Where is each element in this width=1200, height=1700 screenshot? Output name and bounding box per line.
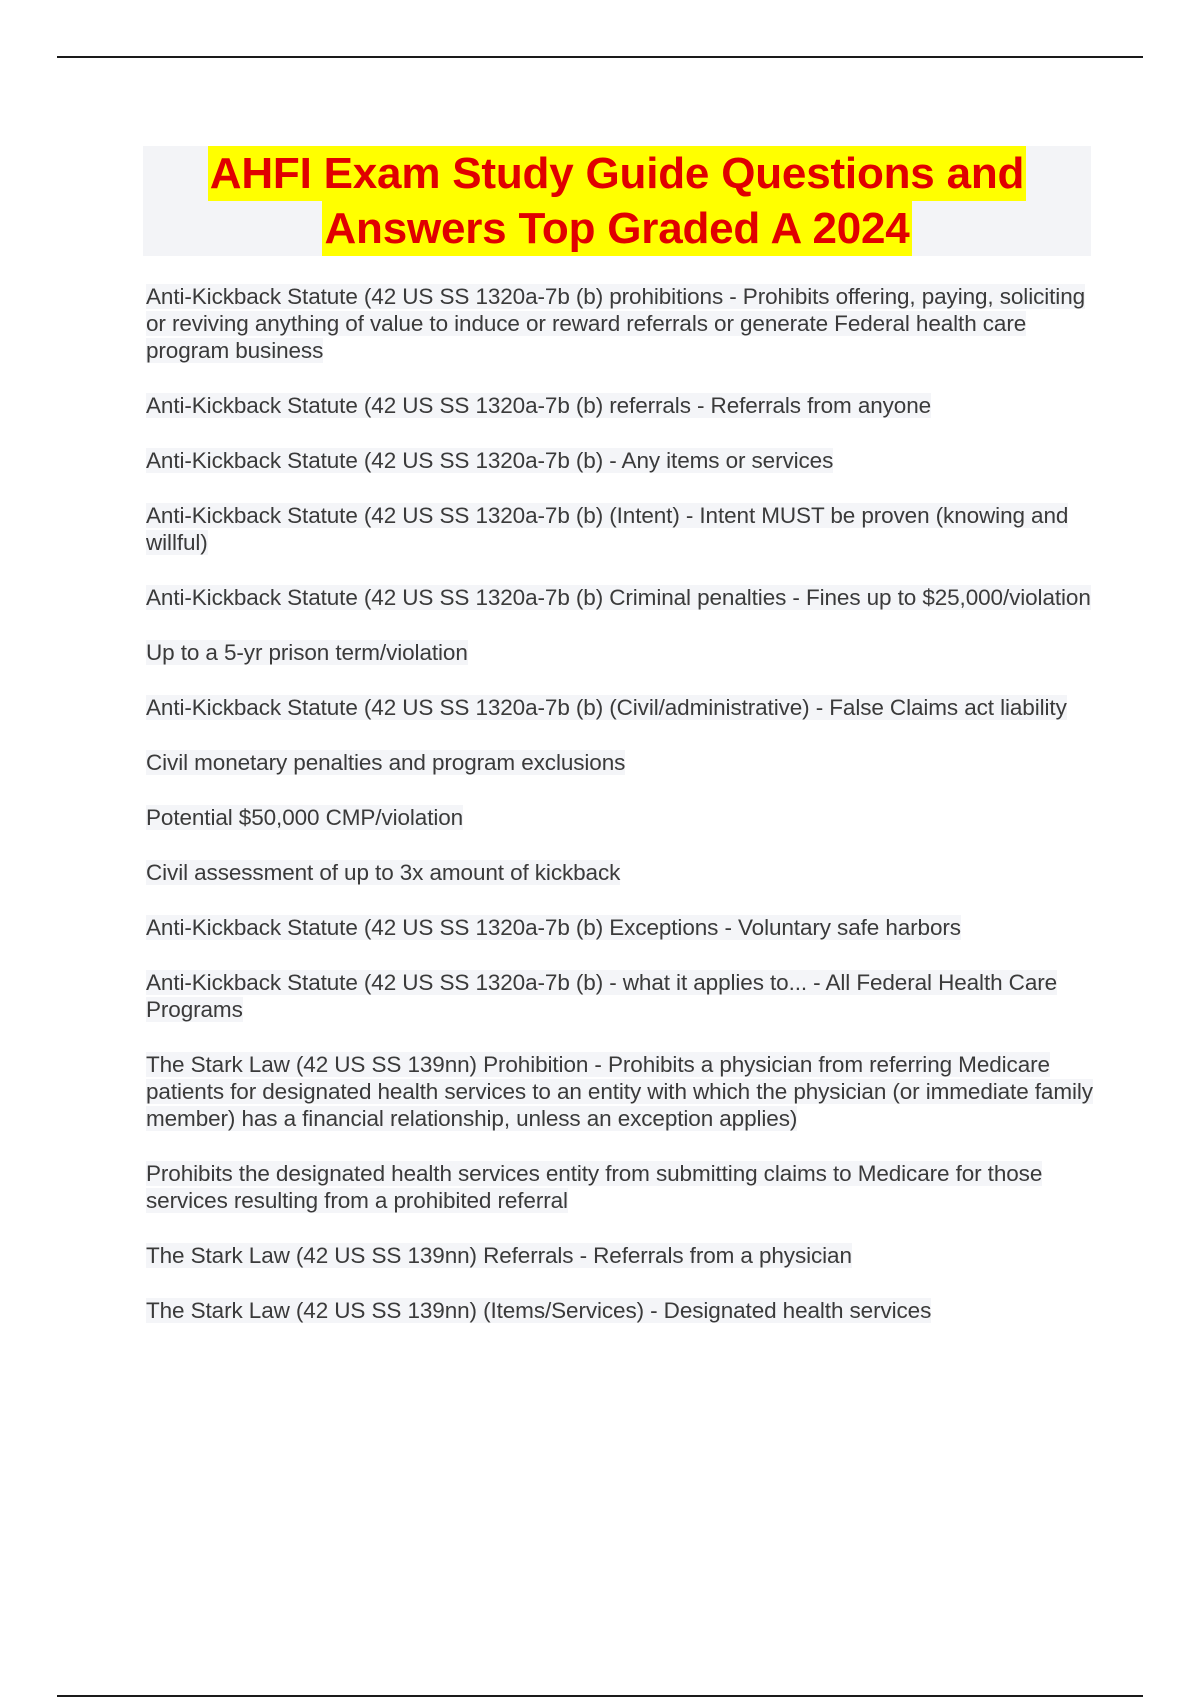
entry-12 (146, 969, 1094, 1023)
entry-8 (146, 749, 1094, 776)
title-line-1: AHFI Exam Study Guide Questions and (208, 146, 1026, 201)
entry-text: The Stark Law (42 US SS 139nn) Prohibition - Prohibits a physician from referring Medicare patients for designated health services to an entity with which the physician (or immediate family member) has a financial relationship, unless an exception applies) (146, 1052, 1093, 1131)
entry-4 (146, 502, 1094, 556)
top-rule (57, 56, 1143, 58)
entry-3 (146, 447, 1094, 474)
entry-text: The Stark Law (42 US SS 139nn) Referrals - Referrals from a physician (146, 1243, 852, 1268)
entry-text: Anti-Kickback Statute (42 US SS 1320a-7b (b) - Any items or services (146, 448, 834, 473)
entry-13 (146, 1051, 1094, 1132)
study-guide-entries (146, 283, 1094, 1352)
entry-text: Anti-Kickback Statute (42 US SS 1320a-7b (b) referrals - Referrals from anyone (146, 393, 932, 418)
entry-9 (146, 804, 1094, 831)
entry-7 (146, 694, 1094, 721)
entry-text: Anti-Kickback Statute (42 US SS 1320a-7b (b) Exceptions - Voluntary safe harbors (146, 915, 961, 940)
entry-11 (146, 914, 1094, 941)
bottom-rule (57, 1695, 1143, 1697)
entry-text: Anti-Kickback Statute (42 US SS 1320a-7b (b) (Intent) - Intent MUST be proven (knowing and willful) (146, 503, 1069, 555)
entry-14 (146, 1160, 1094, 1214)
entry-text: Civil assessment of up to 3x amount of kickback (146, 860, 621, 885)
entry-text: The Stark Law (42 US SS 139nn) (Items/Services) - Designated health services (146, 1298, 932, 1323)
entry-1 (146, 283, 1094, 364)
entry-text: Anti-Kickback Statute (42 US SS 1320a-7b (b) Criminal penalties - Fines up to $25,000/violation (146, 585, 1091, 610)
entry-text: Potential $50,000 CMP/violation (146, 805, 464, 830)
entry-5 (146, 584, 1094, 611)
entry-16 (146, 1297, 1094, 1324)
entry-15 (146, 1242, 1094, 1269)
entry-text: Anti-Kickback Statute (42 US SS 1320a-7b (b) prohibitions - Prohibits offering, paying, soliciting or reviving anything of value to induce or reward referrals or generate Federal health care program business (146, 284, 1086, 363)
entry-text: Anti-Kickback Statute (42 US SS 1320a-7b (b) - what it applies to... - All Federal Health Care Programs (146, 970, 1058, 1022)
entry-6 (146, 639, 1094, 666)
entry-10 (146, 859, 1094, 886)
entry-2 (146, 392, 1094, 419)
entry-text: Prohibits the designated health services entity from submitting claims to Medicare for those services resulting from a prohibited referral (146, 1161, 1043, 1213)
title-line-2: Answers Top Graded A 2024 (322, 201, 911, 256)
entry-text: Anti-Kickback Statute (42 US SS 1320a-7b (b) (Civil/administrative) - False Claims act liability (146, 695, 1067, 720)
document-title (143, 146, 1091, 256)
entry-text: Up to a 5-yr prison term/violation (146, 640, 468, 665)
entry-text: Civil monetary penalties and program exclusions (146, 750, 626, 775)
